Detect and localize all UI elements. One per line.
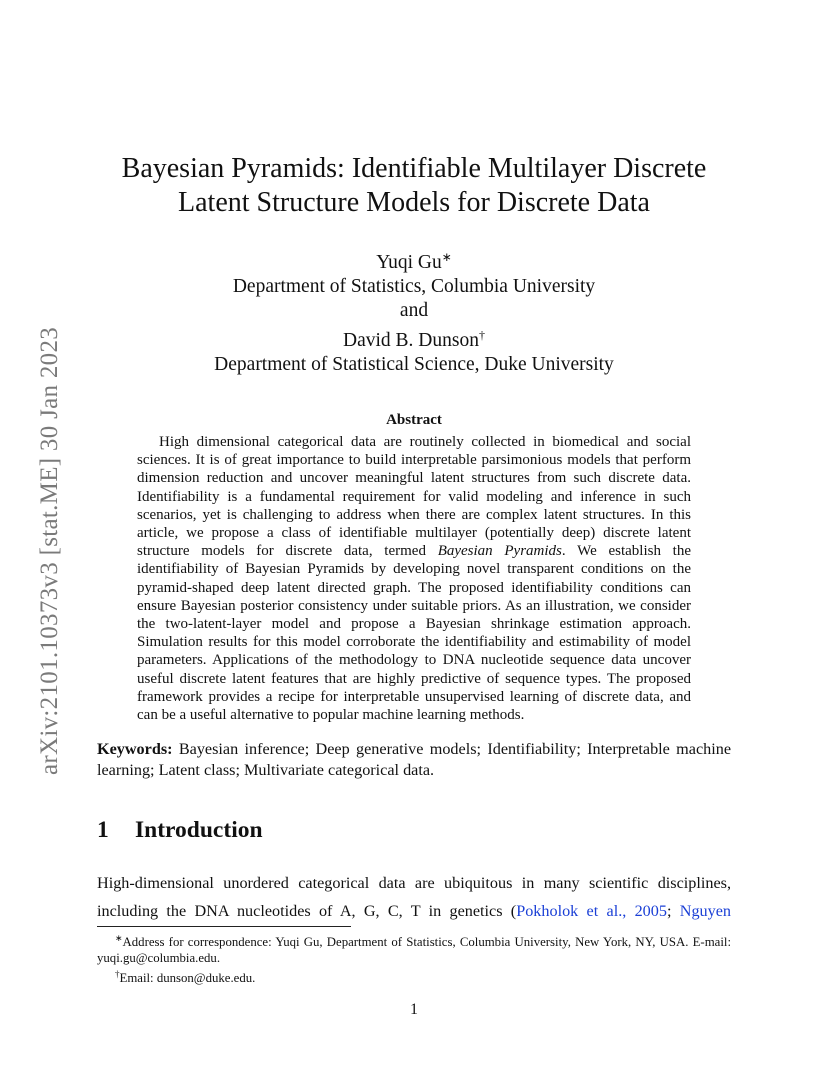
keywords-list: Bayesian inference; Deep generative models; Identifiability; Interpretable machine learning; Latent class; Multivariate categorical data. <box>97 740 731 779</box>
abstract-term: Bayesian Pyramids <box>437 543 562 560</box>
paper-title <box>97 152 731 220</box>
introduction-paragraph <box>97 869 731 925</box>
author-2 <box>97 323 731 353</box>
author-block <box>97 245 731 377</box>
footnote-2 <box>97 966 731 986</box>
author-2-name: David B. Dunson <box>343 330 479 351</box>
citation-separator: ; <box>666 902 680 920</box>
arxiv-identifier-stamp: arXiv:2101.10373v3 [stat.ME] 30 Jan 2023 <box>36 326 63 775</box>
title-line-2: Latent Structure Models for Discrete Data <box>178 187 650 218</box>
abstract-text <box>137 433 691 724</box>
intro-line-2 <box>97 897 731 925</box>
section-heading <box>97 817 263 844</box>
abstract-part-1: High dimensional categorical data are routinely collected in biomedical and social sciences. It is of great importance to build interpretable parsimonious models that perform dimension reduction and uncover meaningful latent structures from such discrete data. Identifiability is a fundamental requirement for valid modeling and inference in such scenarios, yet is challenging to address when there are complex latent structures. In this article, we propose a class of identifiable multilayer (potentially deep) discrete latent structure models for discrete data, termed <box>137 434 691 560</box>
citation-link-pokholok[interactable]: Pokholok et al., 2005 <box>516 902 667 920</box>
footnote-1-text: Address for correspondence: Yuqi Gu, Department of Statistics, Columbia University, New York, NY, USA. E-mail: yuqi.gu@columbia.edu. <box>97 935 731 965</box>
section-number: 1 <box>97 817 109 843</box>
keywords-paragraph <box>97 739 731 781</box>
intro-line-1: High-dimensional unordered categorical data are ubiquitous in many scientific disciplines, <box>97 874 731 892</box>
keywords-label: Keywords: <box>97 740 173 758</box>
affiliation-1: Department of Statistics, Columbia University <box>232 276 596 297</box>
footnote-2-text: Email: dunson@duke.edu. <box>119 971 256 985</box>
footnotes <box>97 930 731 986</box>
author-1-footnote-mark: ∗ <box>441 250 452 264</box>
page-number: 1 <box>410 1001 418 1018</box>
author-1-name: Yuqi Gu <box>376 252 442 273</box>
citation-link-nguyen[interactable]: Nguyen <box>679 902 732 920</box>
footnote-1-mark: ∗ <box>115 933 123 943</box>
footnote-1 <box>97 930 731 966</box>
affiliation-2: Department of Statistical Science, Duke University <box>214 354 614 375</box>
section-title: Introduction <box>135 817 263 843</box>
author-conjunction: and <box>399 300 429 321</box>
abstract-heading: Abstract <box>386 412 442 428</box>
author-1 <box>97 245 731 275</box>
footnote-rule <box>97 926 351 927</box>
author-2-footnote-mark: † <box>478 328 485 342</box>
abstract-part-2: . We establish the identifiability of Bayesian Pyramids by developing novel transparent conditions on the pyramid-shaped deep latent directed graph. The proposed identifiability conditions can ensure Bayesian posterior consistency under suitable priors. As an illustration, we consider the two-latent-layer model and propose a Bayesian shrinkage estimation approach. Simulation results for this model corroborate the identifiability and estimability of model parameters. Applications of the methodology to DNA nucleotide sequence data uncover useful discrete latent features that are highly predictive of sequence types. The proposed framework provides a recipe for interpretable unsupervised learning of discrete data, and can be a useful alternative to popular machine learning methods. <box>137 543 691 724</box>
title-line-1: Bayesian Pyramids: Identifiable Multilayer Discrete <box>121 153 707 184</box>
footnote-2-mark: † <box>115 969 120 979</box>
intro-line-2-text: including the DNA nucleotides of A, G, C, T in genetics ( <box>97 902 517 920</box>
